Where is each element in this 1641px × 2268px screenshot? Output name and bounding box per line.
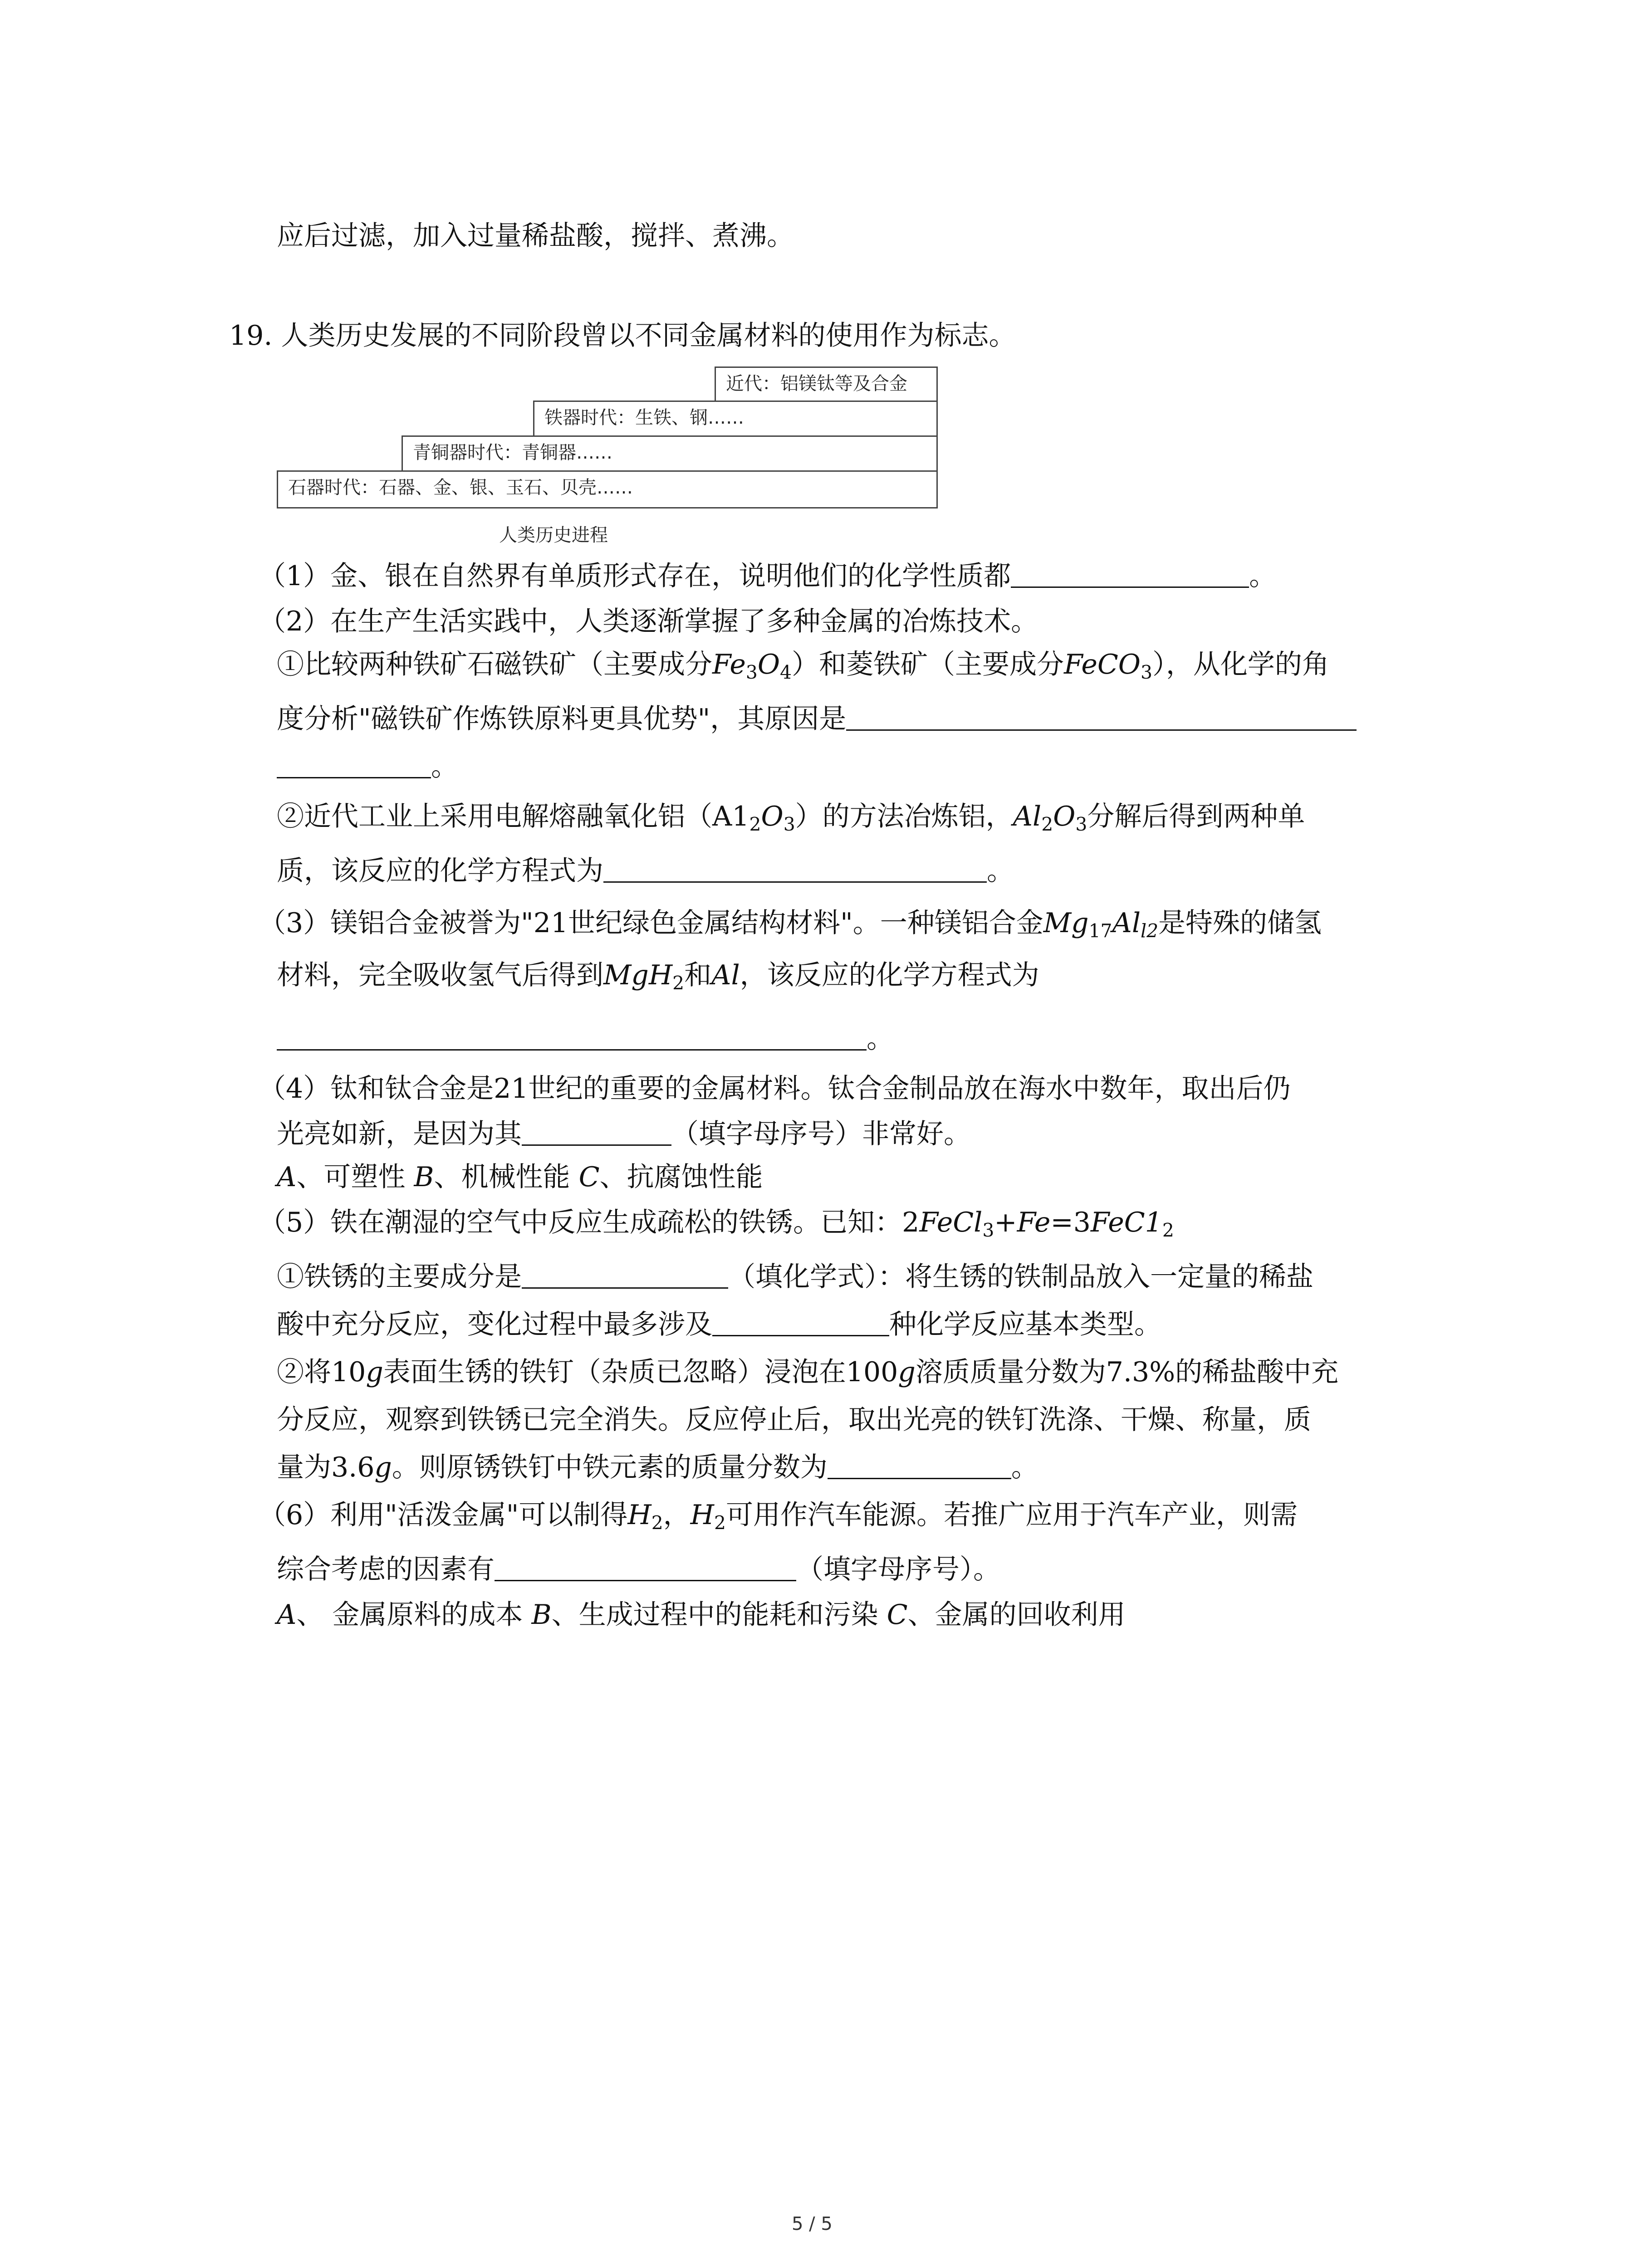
formula-al: Al (1112, 907, 1141, 939)
figure-step-stone-age: 石器时代：石器、金、银、玉石、贝壳…… (277, 470, 938, 508)
part-5a-line-1 (277, 1259, 1313, 1295)
option-b-text: 、机械性能 (434, 1161, 579, 1193)
formula-o: O (757, 649, 780, 680)
option-c-letter: C (887, 1599, 908, 1631)
formula-fec1: FeC1 (1090, 1207, 1162, 1238)
part-2a-line-3 (277, 748, 458, 785)
question-number: 19. (229, 320, 273, 352)
formula-sub: 17 (1088, 920, 1112, 942)
part-2a-end: 。 (431, 751, 458, 782)
part-2b-line-1 (277, 798, 1305, 842)
formula-fe: Fe (712, 649, 746, 680)
formula-mg: Mg (1043, 907, 1089, 939)
formula-mgh: MgH (603, 959, 673, 991)
formula-sub: 3 (1140, 661, 1152, 684)
part-2b-text-a: ②近代工业上采用电解熔融氧化铝（A1 (277, 801, 749, 832)
unit-g: g (374, 1452, 392, 1483)
question-stem (229, 318, 1016, 354)
part-5b-text-b: 表面生锈的铁钉（杂质已忽略）浸泡在100 (383, 1356, 898, 1388)
part-4-line-2 (277, 1116, 971, 1152)
answer-blank-3[interactable] (277, 1022, 867, 1051)
formula-fe: +Fe (994, 1207, 1051, 1238)
formula-al: Al (711, 959, 740, 991)
part-4-text-b: （填字母序号）非常好。 (671, 1118, 971, 1150)
formula-fecl: FeCl (919, 1207, 983, 1238)
part-4-text-a: 光亮如新，是因为其 (277, 1118, 522, 1150)
part-3-line-2 (277, 957, 1039, 1001)
answer-blank-4[interactable] (522, 1117, 671, 1146)
answer-blank-1[interactable] (1011, 559, 1249, 588)
part-5a-line-2 (277, 1306, 1161, 1343)
part-2a-text-c: ），从化学的角 (1152, 649, 1329, 680)
formula-sub: l2 (1141, 920, 1159, 942)
formula-sub: 3 (982, 1219, 994, 1242)
formula-sub: 2 (714, 1512, 726, 1534)
part-3-text-a: （3）镁铝合金被誉为"21世纪绿色金属结构材料"。一种镁铝合金 (259, 907, 1043, 939)
figure-caption: 人类历史进程 (499, 525, 608, 546)
intro-line: 应后过滤，加入过量稀盐酸，搅拌、煮沸。 (277, 220, 794, 252)
part-5b-text-e: 。则原锈铁钉中铁元素的质量分数为 (392, 1452, 828, 1483)
option-c-letter: C (578, 1161, 600, 1193)
formula-sub: 4 (780, 661, 792, 684)
part-2b-text-d: 质，该反应的化学方程式为 (277, 855, 603, 887)
part-3-text-c: 材料，完全吸收氢气后得到 (277, 959, 603, 991)
answer-blank-5a-formula[interactable] (522, 1260, 728, 1289)
formula-o: O (1053, 801, 1076, 832)
answer-blank-5b[interactable] (828, 1451, 1011, 1479)
part-5-line-1 (259, 1204, 1174, 1248)
part-5a-text-c: 酸中充分反应，变化过程中最多涉及 (277, 1309, 712, 1340)
option-a-letter: A (277, 1599, 297, 1631)
figure-step-bronze-age: 青铜器时代：青铜器…… (402, 435, 938, 472)
part-6-text-b: 可用作汽车能源。若推广应用于汽车产业，则需 (725, 1499, 1298, 1531)
answer-blank-6[interactable] (495, 1553, 796, 1581)
answer-blank-2b[interactable] (603, 854, 987, 883)
formula-al: Al (1013, 801, 1042, 832)
answer-blank-2a-cont[interactable] (277, 750, 431, 778)
part-5b-line-1 (277, 1354, 1338, 1390)
part-6-options (277, 1597, 1126, 1633)
part-5b-line-2: 分反应，观察到铁锈已完全消失。反应停止后，取出光亮的铁钉洗涤、干燥、称量，质 (277, 1404, 1311, 1436)
part-2b-text-c: 分解后得到两种单 (1087, 801, 1305, 832)
formula-sub: 2 (1162, 1219, 1174, 1242)
formula-eq: =3 (1050, 1207, 1091, 1238)
figure-step-modern: 近代：铝镁钛等及合金 (715, 367, 938, 402)
part-5a-text-d: 种化学反应基本类型。 (889, 1309, 1161, 1340)
option-b-letter: B (531, 1599, 552, 1631)
question-stem-text: 人类历史发展的不同阶段曾以不同金属材料的使用作为标志。 (281, 320, 1016, 352)
part-5b-line-3 (277, 1449, 1038, 1486)
page-number: 5 / 5 (792, 2214, 833, 2234)
part-3-and: 和 (684, 959, 712, 991)
part-1-end: 。 (1249, 560, 1277, 592)
formula-sub: 2 (749, 813, 761, 836)
option-b-text: 、生成过程中的能耗和污染 (551, 1599, 887, 1631)
formula-sub: 3 (783, 813, 795, 836)
part-5b-text-c: 溶质质量分数为7.3%的稀盐酸中充 (915, 1356, 1339, 1388)
answer-blank-2a[interactable] (846, 702, 1357, 731)
option-a-text: 、可塑性 (296, 1161, 414, 1193)
part-6-text-c: 综合考虑的因素有 (277, 1554, 495, 1585)
formula-sub: 2 (651, 1512, 663, 1534)
part-2b-end: 。 (987, 855, 1014, 887)
part-5b-end: 。 (1011, 1452, 1038, 1483)
part-2b-line-2 (277, 853, 1014, 889)
part-4-options (277, 1159, 763, 1195)
part-5a-text-b: （填化学式）：将生锈的铁制品放入一定量的稀盐 (728, 1261, 1313, 1293)
formula-sub: 3 (745, 661, 758, 684)
formula-feco: FeCO (1064, 649, 1141, 680)
part-3-end: 。 (867, 1023, 894, 1055)
part-5-text-a: （5）铁在潮湿的空气中反应生成疏松的铁锈。已知：2 (259, 1207, 920, 1238)
option-c-text: 、抗腐蚀性能 (599, 1161, 763, 1193)
option-a-text: 、 金属原料的成本 (296, 1599, 532, 1631)
part-2a-line-1 (277, 646, 1329, 690)
option-c-text: 、金属的回收利用 (907, 1599, 1126, 1631)
part-3-line-1 (259, 905, 1322, 949)
part-3-text-d: ，该反应的化学方程式为 (740, 959, 1039, 991)
part-6-line-2 (277, 1551, 1000, 1588)
part-3-line-3 (277, 1021, 894, 1057)
part-2a-line-2 (277, 701, 1357, 737)
formula-sub: 3 (1075, 813, 1087, 836)
option-b-letter: B (414, 1161, 434, 1193)
question-part-1 (259, 558, 1276, 594)
part-2a-text-d: 度分析"磁铁矿作炼铁原料更具优势"，其原因是 (277, 703, 847, 735)
formula-sub: 2 (672, 972, 685, 994)
part-2b-text-b: ）的方法冶炼铝， (795, 801, 1013, 832)
part-1-text: （1）金、银在自然界有单质形式存在，说明他们的化学性质都 (259, 560, 1011, 592)
unit-g: g (366, 1356, 383, 1388)
part-6-comma: ， (663, 1499, 691, 1531)
answer-blank-5a-count[interactable] (712, 1308, 889, 1336)
formula-o: O (761, 801, 784, 832)
part-5a-text-a: ①铁锈的主要成分是 (277, 1261, 522, 1293)
part-5b-text-a: ②将10 (277, 1356, 366, 1388)
part-2a-text-a: ①比较两种铁矿石磁铁矿（主要成分 (277, 649, 712, 680)
question-part-2: （2）在生产生活实践中，人类逐渐掌握了多种金属的冶炼技术。 (259, 606, 1038, 637)
unit-g: g (898, 1356, 916, 1388)
formula-sub: 2 (1041, 813, 1053, 836)
part-4-line-1: （4）钛和钛合金是21世纪的重要的金属材料。钛合金制品放在海水中数年，取出后仍 (259, 1073, 1291, 1105)
part-2a-text-b: ）和菱铁矿（主要成分 (792, 649, 1064, 680)
part-6-line-1 (259, 1497, 1298, 1541)
figure-step-iron-age: 铁器时代：生铁、钢…… (533, 401, 938, 437)
formula-h: H (690, 1499, 714, 1531)
part-6-text-d: （填字母序号）。 (796, 1554, 1000, 1585)
part-3-text-b: 是特殊的储氢 (1158, 907, 1322, 939)
option-a-letter: A (277, 1161, 297, 1193)
part-5b-text-d: 量为3.6 (277, 1452, 375, 1483)
part-6-text-a: （6）利用"活泼金属"可以制得 (259, 1499, 628, 1531)
formula-h: H (627, 1499, 652, 1531)
